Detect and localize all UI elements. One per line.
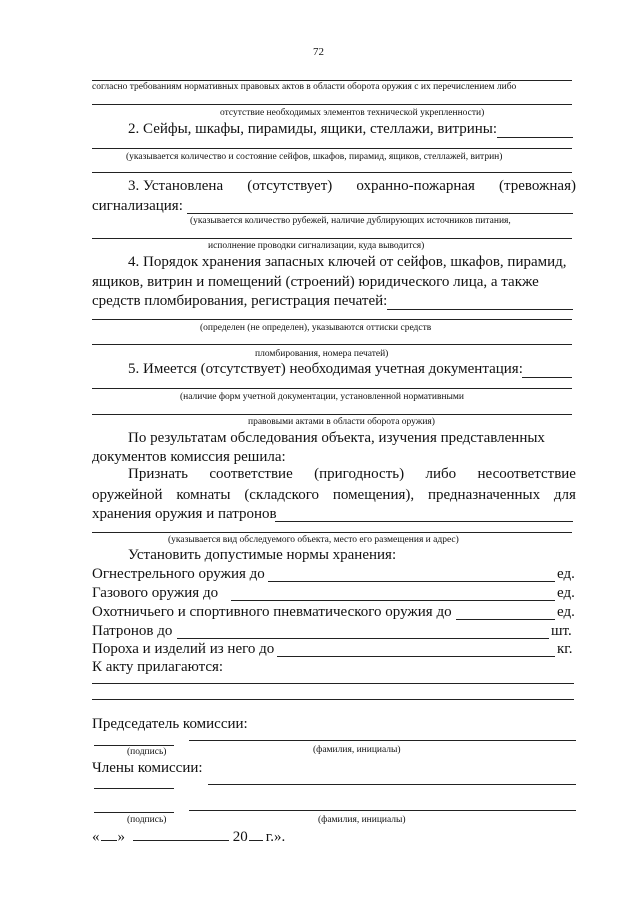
- signature-caption: (подпись): [127, 815, 167, 825]
- underline: [92, 80, 572, 81]
- room-word: оружейной: [92, 487, 163, 503]
- recognize-word: соответствие: [209, 466, 293, 482]
- underline: [92, 388, 572, 389]
- item-3-word: охранно-пожарная: [356, 178, 475, 194]
- underline: [92, 172, 572, 173]
- recognize-word: (пригодность): [314, 466, 405, 482]
- caption-1b: отсутствие необходимых элементов технической укрепленности): [220, 108, 485, 118]
- room-word: для: [553, 487, 576, 503]
- norm-label: Патронов до: [92, 623, 173, 639]
- norm-unit: ед.: [557, 566, 575, 582]
- caption-1a: согласно требованиям нормативных правовых актов в области оборота оружия с их перечислением либо: [92, 82, 517, 92]
- date-year-prefix: 20: [232, 829, 248, 845]
- caption-6: (указывается вид обследуемого объекта, место его размещения и адрес): [168, 535, 459, 545]
- date-suffix: г.».: [265, 829, 286, 845]
- norm-field: [456, 619, 555, 620]
- norm-field: [177, 638, 549, 639]
- room-line: [92, 487, 576, 504]
- room-word: комнаты: [176, 487, 231, 503]
- caption-4a: (определен (не определен), указываются оттиски средств: [200, 323, 432, 333]
- signature-line: [94, 812, 174, 813]
- underline: [92, 319, 572, 320]
- underline: [92, 344, 572, 345]
- room-word: предназначенных: [427, 487, 541, 503]
- underline: [92, 104, 572, 105]
- recognize-line: [128, 466, 576, 483]
- underline: [522, 377, 572, 378]
- signature-line: [94, 745, 174, 746]
- norm-unit: кг.: [557, 641, 573, 657]
- chairman-label: Председатель комиссии:: [92, 716, 248, 732]
- norm-unit: ед.: [557, 585, 575, 601]
- item-2: 2. Сейфы, шкафы, пирамиды, ящики, стеллажи, витрины:: [128, 121, 498, 137]
- item-3-line-2: сигнализация:: [92, 198, 183, 214]
- item-3-word: 3. Установлена: [128, 178, 224, 194]
- norm-label: Охотничьего и спортивного пневматического оружия до: [92, 604, 452, 620]
- members-label: Члены комиссии:: [92, 760, 203, 776]
- norm-label: Газового оружия до: [92, 585, 219, 601]
- name-caption: (фамилия, инициалы): [313, 745, 401, 755]
- norm-field: [268, 581, 555, 582]
- underline: [92, 238, 572, 239]
- storage-line: хранения оружия и патронов: [92, 506, 277, 522]
- date-month-field: [133, 840, 229, 841]
- norm-unit: шт.: [551, 623, 572, 639]
- item-3-line-1: [128, 178, 576, 195]
- underline: [92, 414, 572, 415]
- date-open-quote: «: [92, 829, 100, 845]
- caption-3a: (указывается количество рубежей, наличие дублирующих источников питания,: [190, 216, 511, 226]
- underline: [92, 148, 572, 149]
- room-word: (складского: [244, 487, 319, 503]
- recognize-word: несоответствие: [477, 466, 576, 482]
- norm-field: [277, 656, 555, 657]
- item-4-line-3: средств пломбирования, регистрация печатей:: [92, 293, 388, 309]
- underline: [497, 137, 573, 138]
- underline: [92, 699, 574, 700]
- caption-5a: (наличие форм учетной документации, установленной нормативными: [180, 392, 465, 402]
- item-3-word: (отсутствует): [247, 178, 333, 194]
- date-year-field: [249, 840, 263, 841]
- norm-field: [231, 600, 555, 601]
- item-4-line-1: 4. Порядок хранения запасных ключей от сейфов, шкафов, пирамид,: [128, 254, 567, 270]
- attached-label: К акту прилагаются:: [92, 659, 224, 675]
- item-4-line-2: ящиков, витрин и помещений (строений) юридического лица, а также: [92, 274, 539, 290]
- norms-title: Установить допустимые нормы хранения:: [128, 547, 397, 563]
- name-line: [189, 740, 576, 741]
- caption-2: (указывается количество и состояние сейфов, шкафов, пирамид, ящиков, стеллажей, витрин): [126, 152, 503, 162]
- norm-unit: ед.: [557, 604, 575, 620]
- name-caption: (фамилия, инициалы): [318, 815, 406, 825]
- caption-3b: исполнение проводки сигнализации, куда выводится): [208, 241, 425, 251]
- underline: [387, 309, 573, 310]
- date-line: [92, 829, 285, 846]
- signature-line: [94, 788, 174, 789]
- underline: [208, 784, 576, 785]
- page-number: 72: [313, 46, 324, 58]
- norm-label: Огнестрельного оружия до: [92, 566, 265, 582]
- recognize-word: Признать: [128, 466, 188, 482]
- date-day-field: [101, 840, 117, 841]
- room-word: помещения),: [332, 487, 415, 503]
- caption-5b: правовыми актами в области оборота оружия): [248, 417, 435, 427]
- underline: [187, 213, 573, 214]
- underline: [92, 683, 574, 684]
- result-line-1: По результатам обследования объекта, изучения представленных: [128, 430, 545, 446]
- recognize-word: либо: [425, 466, 457, 482]
- underline: [275, 521, 573, 522]
- item-3-word: (тревожная): [499, 178, 576, 194]
- result-line-2: документов комиссия решила:: [92, 449, 286, 465]
- caption-4b: пломбирования, номера печатей): [255, 349, 389, 359]
- norm-label: Пороха и изделий из него до: [92, 641, 275, 657]
- underline: [92, 532, 572, 533]
- item-5: 5. Имеется (отсутствует) необходимая учетная документация:: [128, 361, 523, 377]
- date-close-quote: »: [117, 829, 125, 845]
- name-line: [189, 810, 576, 811]
- signature-caption: (подпись): [127, 747, 167, 757]
